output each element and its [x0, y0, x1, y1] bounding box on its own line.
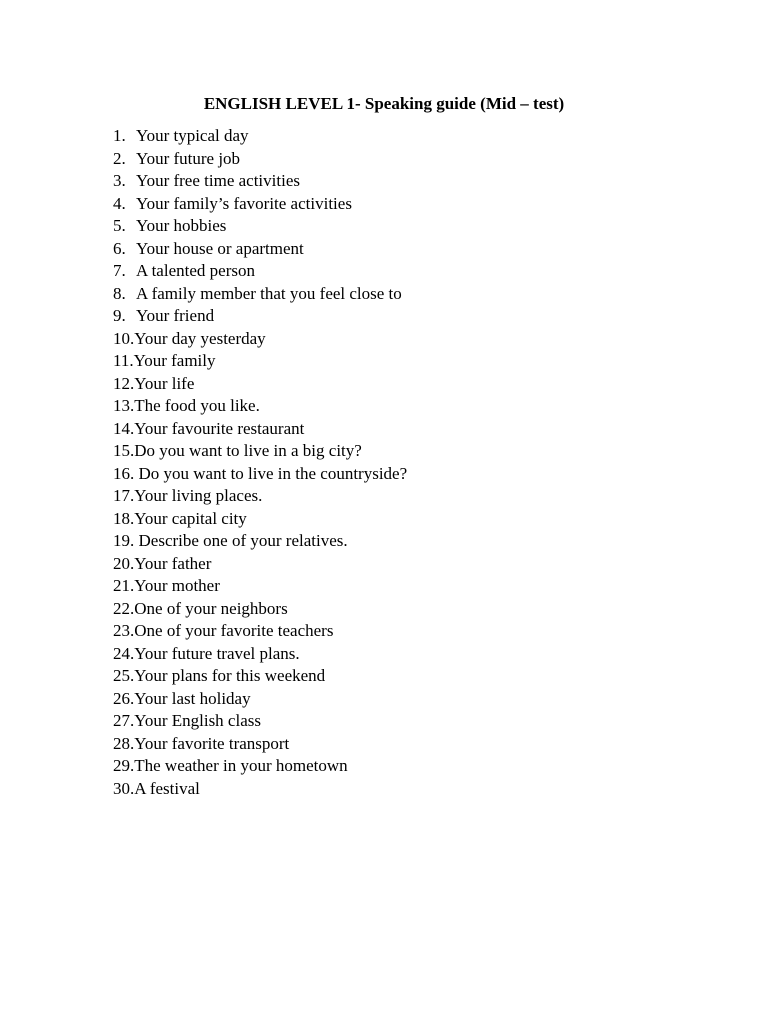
list-item-number: 6.: [113, 238, 126, 258]
list-item: [113, 598, 407, 621]
list-item-text: Your life: [134, 373, 195, 393]
list-item-text: A talented person: [136, 261, 255, 280]
list-item-number: 27.: [113, 711, 135, 730]
list-item: [113, 260, 407, 283]
list-item-number: 30.: [113, 778, 135, 798]
list-item: [113, 530, 407, 553]
list-item-number: 11.: [113, 351, 134, 370]
list-item: [113, 778, 407, 801]
list-item-text: Your free time activities: [136, 171, 300, 190]
list-item-number: 9.: [113, 306, 126, 325]
list-item-text: The food you like.: [134, 396, 260, 415]
list-item-text: Your capital city: [134, 508, 247, 528]
list-item-number: 18.: [113, 508, 135, 528]
list-item: [113, 508, 407, 531]
list-item-number: 20.: [113, 553, 135, 573]
list-item-number: 16.: [113, 463, 135, 483]
list-item-text: Your friend: [136, 306, 215, 325]
list-item-text: Your future travel plans.: [134, 643, 300, 663]
list-item-number: 3.: [113, 171, 126, 190]
list-item-number: 24.: [113, 643, 135, 663]
list-item-text: A family member that you feel close to: [136, 283, 402, 303]
list-item-number: 2.: [113, 148, 126, 168]
list-item-number: 25.: [113, 666, 135, 685]
list-item: [113, 485, 407, 508]
list-item-text: One of your favorite teachers: [134, 621, 334, 640]
list-item-number: 13.: [113, 396, 135, 415]
list-item-text: The weather in your hometown: [134, 756, 348, 775]
list-item-text: Your English class: [134, 711, 261, 730]
list-item-number: 23.: [113, 621, 135, 640]
list-item: [113, 395, 407, 418]
list-item: [113, 463, 407, 486]
list-item: [113, 665, 407, 688]
list-item-text: Your family’s favorite activities: [136, 193, 352, 213]
list-item-number: 12.: [113, 373, 135, 393]
list-item: [113, 418, 407, 441]
list-item-number: 28.: [113, 733, 135, 753]
list-item: [113, 148, 407, 171]
list-item: [113, 688, 407, 711]
list-item: [113, 373, 407, 396]
list-item-number: 1.: [113, 126, 126, 145]
list-item-text: One of your neighbors: [134, 598, 288, 618]
list-item-text: Describe one of your relatives.: [134, 531, 348, 550]
list-item-text: A festival: [134, 778, 200, 798]
list-item: [113, 755, 407, 778]
list-item-number: 5.: [113, 216, 126, 235]
list-item-text: Your living places.: [134, 486, 263, 505]
list-item-text: Your last holiday: [134, 688, 251, 708]
list-item: [113, 170, 407, 193]
list-item-text: Do you want to live in the countryside?: [134, 463, 408, 483]
list-item: [113, 620, 407, 643]
list-item-text: Your typical day: [136, 126, 249, 145]
list-item: [113, 440, 407, 463]
list-item-number: 7.: [113, 261, 126, 280]
list-item-text: Your future job: [136, 148, 241, 168]
list-item: [113, 283, 407, 306]
list-item: [113, 350, 407, 373]
document-title: ENGLISH LEVEL 1- Speaking guide (Mid – test): [203, 94, 565, 113]
list-item: [113, 733, 407, 756]
list-item-text: Your house or apartment: [136, 238, 304, 258]
list-item-text: Your day yesterday: [134, 328, 266, 348]
list-item-text: Your plans for this weekend: [134, 666, 326, 685]
list-item: [113, 305, 407, 328]
list-item-text: Your hobbies: [136, 216, 227, 235]
list-item: [113, 575, 407, 598]
list-item-text: Your favorite transport: [134, 733, 290, 753]
list-item-number: 22.: [113, 598, 135, 618]
list-item-text: Your mother: [134, 576, 220, 595]
topic-list: [113, 125, 407, 800]
list-item: [113, 125, 407, 148]
list-item-text: Your favourite restaurant: [134, 418, 305, 438]
list-item-number: 10.: [113, 328, 135, 348]
list-item: [113, 238, 407, 261]
list-item: [113, 710, 407, 733]
list-item-number: 26.: [113, 688, 135, 708]
list-item: [113, 193, 407, 216]
list-item-number: 17.: [113, 486, 135, 505]
list-item: [113, 553, 407, 576]
list-item-text: Do you want to live in a big city?: [134, 441, 362, 460]
list-item-number: 15.: [113, 441, 135, 460]
list-item-number: 14.: [113, 418, 135, 438]
list-item-number: 29.: [113, 756, 135, 775]
list-item-number: 4.: [113, 193, 126, 213]
list-item-number: 19.: [113, 531, 135, 550]
list-item: [113, 215, 407, 238]
list-item-text: Your father: [134, 553, 212, 573]
list-item-number: 8.: [113, 283, 126, 303]
list-item: [113, 328, 407, 351]
list-item-text: Your family: [133, 351, 216, 370]
list-item: [113, 643, 407, 666]
list-item-number: 21.: [113, 576, 135, 595]
